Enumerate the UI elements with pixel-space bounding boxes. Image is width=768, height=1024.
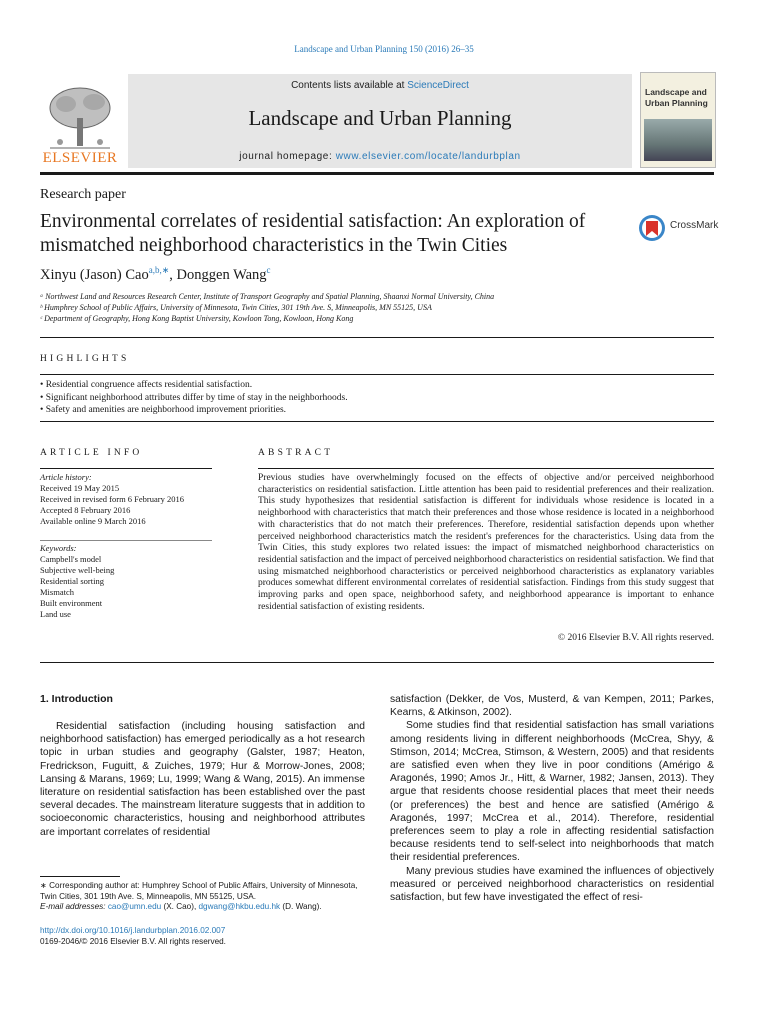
email-label: E-mail addresses:	[40, 902, 108, 911]
section-heading: 1. Introduction	[40, 693, 113, 705]
keywords	[40, 543, 212, 620]
keyword: Subjective well-being	[40, 565, 115, 575]
article-title: Environmental correlates of residential satisfaction: An exploration of mismatched neighborhood characteristics in the Twin Cities	[40, 211, 586, 256]
affiliations	[40, 291, 720, 324]
issn-line: 0169-2046/© 2016 Elsevier B.V. All rights reserved.	[40, 936, 226, 946]
contents-line	[128, 80, 632, 91]
sciencedirect-link[interactable]: ScienceDirect	[407, 80, 469, 91]
keywords-label: Keywords:	[40, 543, 77, 553]
email-link[interactable]: dgwang@hkbu.edu.hk	[198, 902, 281, 911]
body-paragraph: satisfaction (Dekker, de Vos, Musterd, & van Kempen, 2011; Parkes, Kearns, & Atkinson, 2002).	[390, 694, 714, 719]
body-right-column	[390, 693, 714, 904]
crossmark-label: CrossMark	[670, 220, 719, 231]
abstract-text: Previous studies have overwhelmingly focused on the effects of objective and/or perceived neighborhood characteristics on residential satisfaction. Little attention has been paid to residential preferences and their realization. This study hypothesizes that residential satisfaction is different for individuals whose residence is located in a neighborhood with characteristics that match their preferences and those whose residence is located in a neighborhood with characteristics that do not match their preferences. Therefore, residential satisfaction depends upon whether perceived neighborhood characteristics match the resident's preferences for the characteristics. Using data from the Twin Cities, this study explores two related issues: the impact of mismatched neighborhood characteristics on residential satisfaction and the impact of perceived neighborhood characteristics on residential satisfaction. We find that using mismatched neighborhood characteristics or perceived neighborhood characteristics as explanatory variables produces somewhat different environmental correlates of residential satisfaction. Findings from this study suggest that improving parks and open space, neighborhood safety, and neighborhood appearance is important to enhance residential satisfaction of existing residents.	[258, 473, 714, 612]
article-info-heading: ARTICLE INFO	[40, 448, 143, 458]
divider	[40, 337, 714, 338]
affiliation: ᶜ Department of Geography, Hong Kong Baptist University, Kowloon Tong, Kowloon, Hong Kong	[40, 314, 354, 323]
article-type: Research paper	[40, 187, 126, 202]
highlights-heading: HIGHLIGHTS	[40, 354, 130, 364]
corresponding-author-note: ∗ Corresponding author at: Humphrey School of Public Affairs, University of Minnesota, Twin Cities, 301 19th Ave. S, Minneapolis, MN 55125, USA.	[40, 881, 358, 901]
doi-block	[40, 926, 365, 947]
highlight-item: • Residential congruence affects residential satisfaction.	[40, 379, 720, 392]
divider	[40, 421, 714, 422]
divider	[40, 540, 212, 541]
divider	[40, 374, 714, 375]
journal-cover-thumbnail[interactable]	[640, 72, 716, 168]
keyword: Residential sorting	[40, 576, 104, 586]
email-owner: (D. Wang).	[280, 902, 322, 911]
email-owner: (X. Cao),	[161, 902, 199, 911]
contents-prefix: Contents lists available at	[291, 80, 408, 91]
divider	[40, 662, 714, 663]
journal-citation[interactable]: Landscape and Urban Planning 150 (2016) 26–35	[294, 44, 474, 54]
history-label: Article history:	[40, 472, 92, 482]
abstract-copyright: © 2016 Elsevier B.V. All rights reserved.	[557, 633, 714, 643]
header-rule	[40, 172, 714, 175]
author-separator: ,	[169, 266, 177, 283]
author-name[interactable]: Xinyu (Jason) Cao	[40, 266, 149, 283]
keyword: Land use	[40, 609, 71, 619]
abstract-heading: ABSTRACT	[258, 448, 334, 458]
author-name[interactable]: Donggen Wang	[176, 266, 267, 283]
footnote-rule	[40, 876, 120, 877]
journal-title: Landscape and Urban Planning	[248, 106, 512, 130]
author-line	[40, 265, 271, 284]
highlights-list	[40, 379, 720, 417]
footnote	[40, 881, 365, 913]
author-sup[interactable]: a,b,∗	[148, 265, 170, 275]
cover-image	[644, 119, 712, 161]
publisher-wordmark[interactable]: ELSEVIER	[42, 150, 118, 166]
doi-link[interactable]: http://dx.doi.org/10.1016/j.landurbplan.2016.02.007	[40, 926, 226, 935]
body-left-column	[40, 720, 365, 839]
email-line	[40, 902, 365, 913]
author-sup[interactable]: c	[266, 265, 271, 275]
highlight-item: • Safety and amenities are neighborhood improvement priorities.	[40, 404, 720, 417]
history-item: Accepted 8 February 2016	[40, 505, 131, 515]
article-history	[40, 472, 212, 527]
homepage-prefix: journal homepage:	[239, 151, 336, 162]
body-paragraph: Some studies find that residential satisfaction has small variations among residents living in different neighborhoods (McCrea, Shyy, & Stimson, 2014; McCrea, Stimson, & Western, 2005) and that residents are satisfied even when they live in poor conditions (Amérigo & Aragonés, 1990; Amos Jr., Hitt, & Warner, 1982; Jansen, 2013). They argue that residents choose residential places that meet their needs (or preferences) the best and hence are satisfied (Amérigo & Aragonés, 1997; McCrea et al., 2014). Therefore, residential preferences seem to play a role in affecting residential satisfaction because residents tend to self-select into neighborhoods that match their residential preferences.	[390, 720, 714, 864]
cover-title: Landscape and Urban Planning	[645, 87, 708, 108]
affiliation: ᵇ Humphrey School of Public Affairs, University of Minnesota, Twin Cities, 301 19th Ave. S, Minneapolis, MN 55125, USA	[40, 303, 432, 312]
email-link[interactable]: cao@umn.edu	[107, 902, 162, 911]
highlight-item: • Significant neighborhood attributes differ by time of stay in the neighborhoods.	[40, 392, 720, 405]
history-item: Received 19 May 2015	[40, 483, 120, 493]
divider	[40, 468, 212, 469]
history-item: Available online 9 March 2016	[40, 516, 146, 526]
history-item: Received in revised form 6 February 2016	[40, 494, 184, 504]
keyword: Mismatch	[40, 587, 74, 597]
divider	[258, 468, 714, 469]
body-paragraph: Residential satisfaction (including housing satisfaction and neighborhood satisfaction) has emerged periodically as a hot research topic in urban studies and geography (Galster, 1987; Heaton, Fredrickson, Fuguitt, & Zuiches, 1979; Hur & Morrow-Jones, 2008; Lansing & Marans, 1969; Lu, 1999; Wang & Wang, 2015). An immense literature on residential satisfaction has been established over the past several decades. The mainstream literature suggests that in addition to socioeconomic characteristics, housing and neighborhood attributes are important correlates of residential	[40, 721, 365, 838]
crossmark-badge[interactable]	[638, 212, 738, 244]
crossmark-icon	[638, 212, 666, 244]
journal-homepage	[128, 151, 632, 162]
affiliation: ᵃ Northwest Land and Resources Research Center, Institute of Transport Geography and Spatial Planning, Shaanxi Normal University, China	[40, 292, 495, 301]
body-paragraph: Many previous studies have examined the influences of objectively measured or perceived neighborhood characteristics on residential satisfaction, but few have investigated the effect of resi-	[390, 865, 714, 904]
keyword: Built environment	[40, 598, 103, 608]
keyword: Campbell's model	[40, 554, 102, 564]
homepage-link[interactable]: www.elsevier.com/locate/landurbplan	[335, 151, 521, 162]
